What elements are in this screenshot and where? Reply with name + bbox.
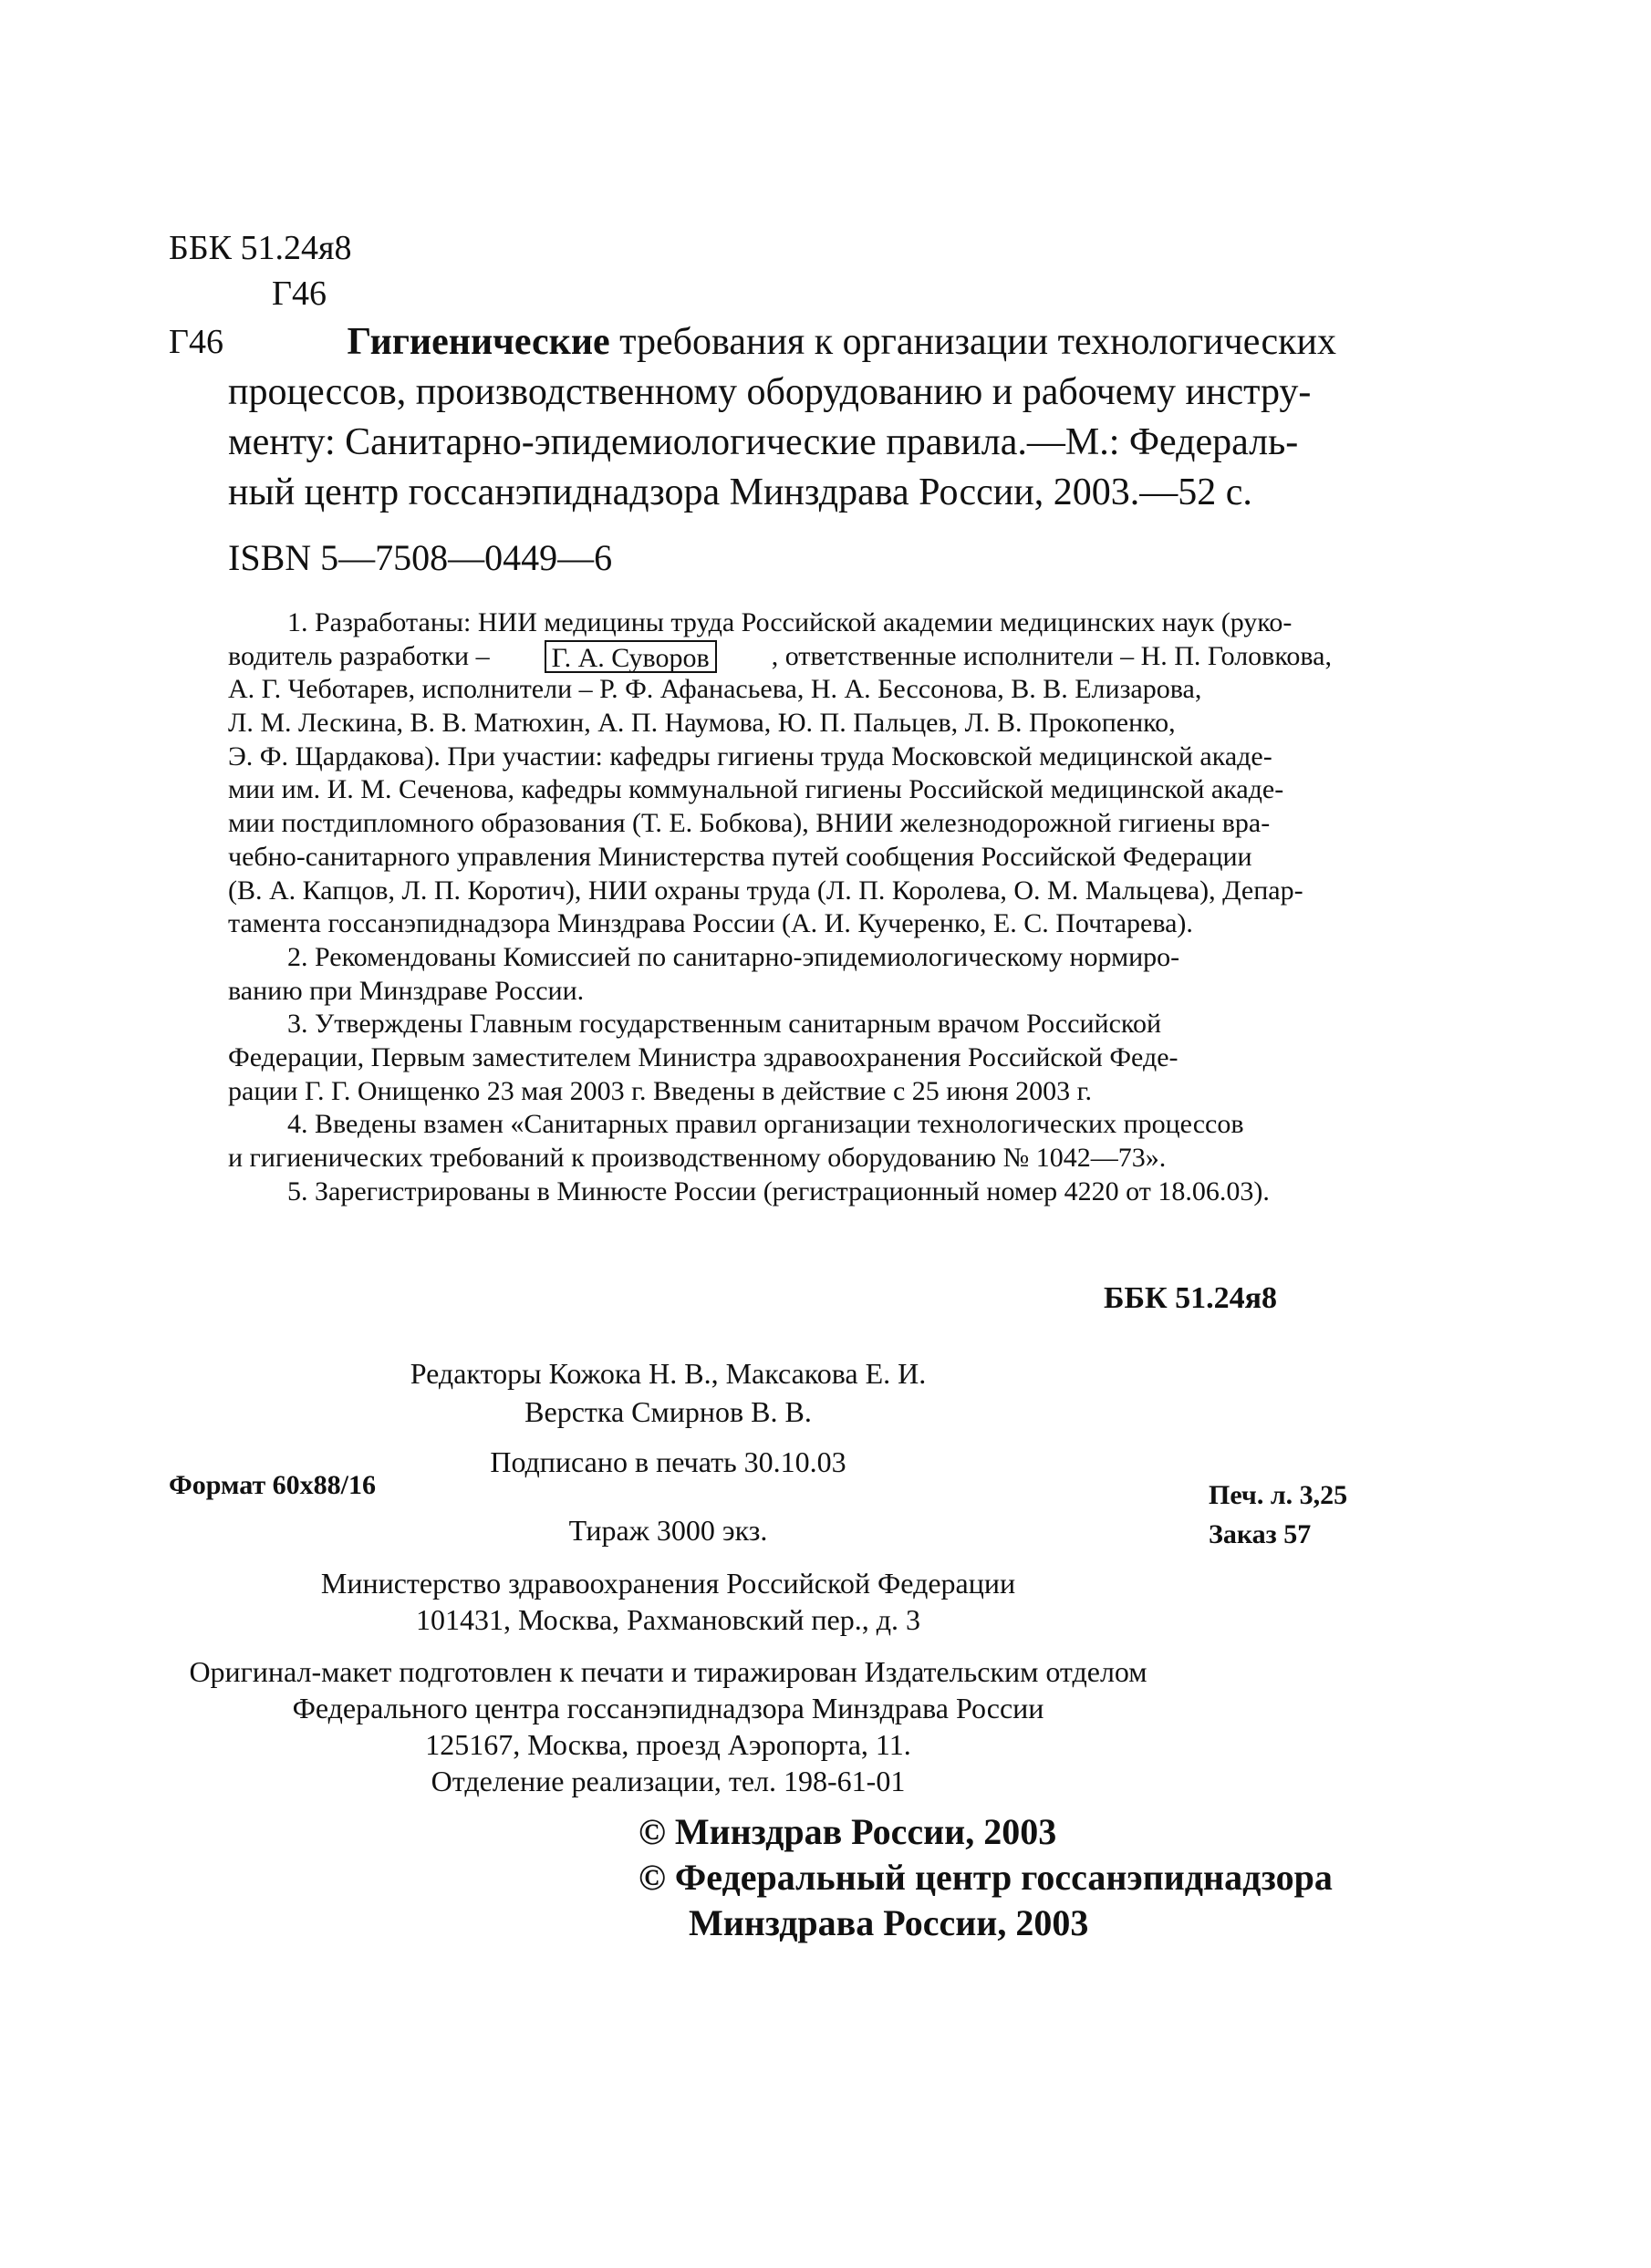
copyright-line-3: Минздрава России, 2003: [689, 1902, 1089, 1943]
credits-line: рации Г. Г. Онищенко 23 мая 2003 г. Введены в действие с 25 июня 2003 г.: [228, 1075, 1093, 1106]
printed-sheets: Печ. л. 3,25: [1209, 1480, 1348, 1510]
bibliographic-record: [169, 317, 1336, 518]
signed-date: Подписано в печать 30.10.03: [490, 1445, 846, 1478]
original-line-3: 125167, Москва, проезд Аэропорта, 11.: [425, 1728, 911, 1761]
credits-line: мии постдипломного образования (Т. Е. Бобкова), ВНИИ железнодорожной гигиены вра-: [228, 808, 1271, 839]
author-sign-inline: Г46: [169, 323, 223, 361]
credits-boxed-name: Г. А. Суворов: [545, 640, 717, 674]
credits-line: 4. Введены взамен «Санитарных правил организации технологических процессов: [287, 1109, 1244, 1140]
biblio-title-rest: требования к организации технологических: [609, 321, 1336, 363]
copyright-line-2: © Федеральный центр госсанэпиднадзора: [639, 1857, 1333, 1898]
original-line-4: Отделение реализации, тел. 198-61-01: [431, 1765, 906, 1797]
format: Формат 60x88/16: [169, 1470, 377, 1500]
order-number: Заказ 57: [1209, 1519, 1312, 1549]
ministry-address: 101431, Москва, Рахмановский пер., д. 3: [416, 1603, 920, 1636]
credits-text: , ответственные исполнители – Н. П. Головкова,: [771, 640, 1332, 671]
credits-line: Федерации, Первым заместителем Министра здравоохранения Российской Феде-: [228, 1041, 1179, 1072]
editors: Редакторы Кожока Н. В., Максакова Е. И.: [410, 1357, 927, 1390]
biblio-title-line: [348, 317, 1336, 368]
ministry: Министерство здравоохранения Российской Федерации: [320, 1567, 1016, 1600]
credits-line: мии им. И. М. Сеченова, кафедры коммунальной гигиены Российской медицинской акаде-: [228, 774, 1284, 805]
credits-block: [228, 606, 1332, 1208]
isbn: ISBN 5—7508—0449—6: [228, 537, 613, 578]
credits-line: 3. Утверждены Главным государственным санитарным врачом Российской: [287, 1009, 1162, 1040]
copyright-line-1: © Минздрав России, 2003: [639, 1811, 1057, 1852]
credits-line: (В. А. Капцов, Л. П. Коротич), НИИ охраны труда (Л. П. Королева, О. М. Мальцева), Депар-: [228, 875, 1303, 906]
credits-line: тамента госсанэпиднадзора Минздрава России (А. И. Кучеренко, Е. С. Почтарева).: [228, 908, 1193, 939]
credits-text: водитель разработки –: [228, 640, 490, 671]
layout-editor: Верстка Смирнов В. В.: [524, 1395, 812, 1428]
credits-line: и гигиенических требований к производственному оборудованию № 1042—73».: [228, 1143, 1167, 1173]
bbk-footer: ББК 51.24я8: [1104, 1281, 1278, 1315]
credits-line: Л. М. Лескина, В. В. Матюхин, А. П. Наумова, Ю. П. Пальцев, Л. В. Прокопенко,: [228, 708, 1176, 739]
biblio-line-4: ный центр госсанэпиднадзора Минздрава России, 2003.—52 с.: [228, 471, 1252, 513]
biblio-title-bold-word: Гигиенические: [347, 321, 610, 363]
bbk-code: ББК 51.24я8: [169, 229, 352, 267]
biblio-line-2: процессов, производственному оборудованию и рабочему инстру-: [228, 371, 1312, 413]
credits-line: чебно-санитарного управления Министерства путей сообщения Российской Федерации: [228, 841, 1252, 872]
original-line-2: Федерального центра госсанэпиднадзора Минздрава России: [292, 1692, 1044, 1724]
credits-line: 2. Рекомендованы Комиссией по санитарно-эпидемиологическому нормиро-: [287, 941, 1180, 972]
author-sign: Г46: [272, 274, 327, 313]
biblio-line-3: менту: Санитарно-эпидемиологические правила.—М.: Федераль-: [228, 421, 1299, 463]
original-line-1: Оригинал-макет подготовлен к печати и тиражирован Издательским отделом: [189, 1655, 1147, 1688]
credits-line: Э. Ф. Щардакова). При участии: кафедры гигиены труда Московской медицинской акаде-: [228, 740, 1272, 772]
biblio-line-1: [169, 317, 1336, 368]
credits-line: [228, 640, 1332, 674]
credits-line: 1. Разработаны: НИИ медицины труда Российской академии медицинских наук (руко-: [287, 607, 1293, 637]
print-run: Тираж 3000 экз.: [568, 1514, 768, 1547]
credits-line: А. Г. Чеботарев, исполнители – Р. Ф. Афанасьева, Н. А. Бессонова, В. В. Елизарова,: [228, 674, 1202, 705]
credits-line: 5. Зарегистрированы в Минюсте России (регистрационный номер 4220 от 18.06.03).: [287, 1175, 1270, 1206]
credits-line: ванию при Минздраве России.: [228, 975, 585, 1006]
